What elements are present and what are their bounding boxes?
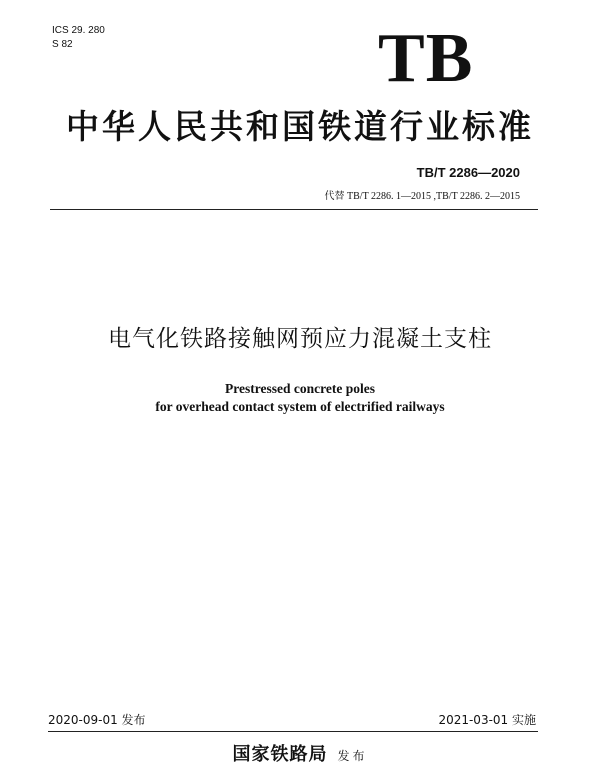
ccs-code: S 82	[52, 39, 73, 50]
publisher-org: 国家铁路局	[232, 744, 328, 765]
top-divider	[50, 209, 538, 210]
bottom-divider	[48, 731, 538, 732]
publisher-action: 发布	[337, 749, 368, 763]
document-title-english-line-2: for overhead contact system of electrified railways	[155, 399, 445, 414]
issue-date: 2020-09-01 发布	[48, 713, 146, 727]
document-title-english-line-1: Prestressed concrete poles	[225, 381, 375, 396]
standard-org-title: 中华人民共和国铁道行业标准	[66, 107, 534, 146]
replaces-note: 代替 TB/T 2286. 1—2015 ,TB/T 2286. 2—2015	[324, 191, 520, 202]
publisher	[0, 744, 600, 767]
document-title-chinese: 电气化铁路接触网预应力混凝土支柱	[108, 326, 492, 352]
ics-code: ICS 29. 280	[52, 25, 105, 36]
implementation-date: 2021-03-01 实施	[438, 713, 536, 727]
standard-number: TB/T 2286—2020	[416, 165, 520, 180]
tb-logo: TB	[378, 20, 474, 97]
